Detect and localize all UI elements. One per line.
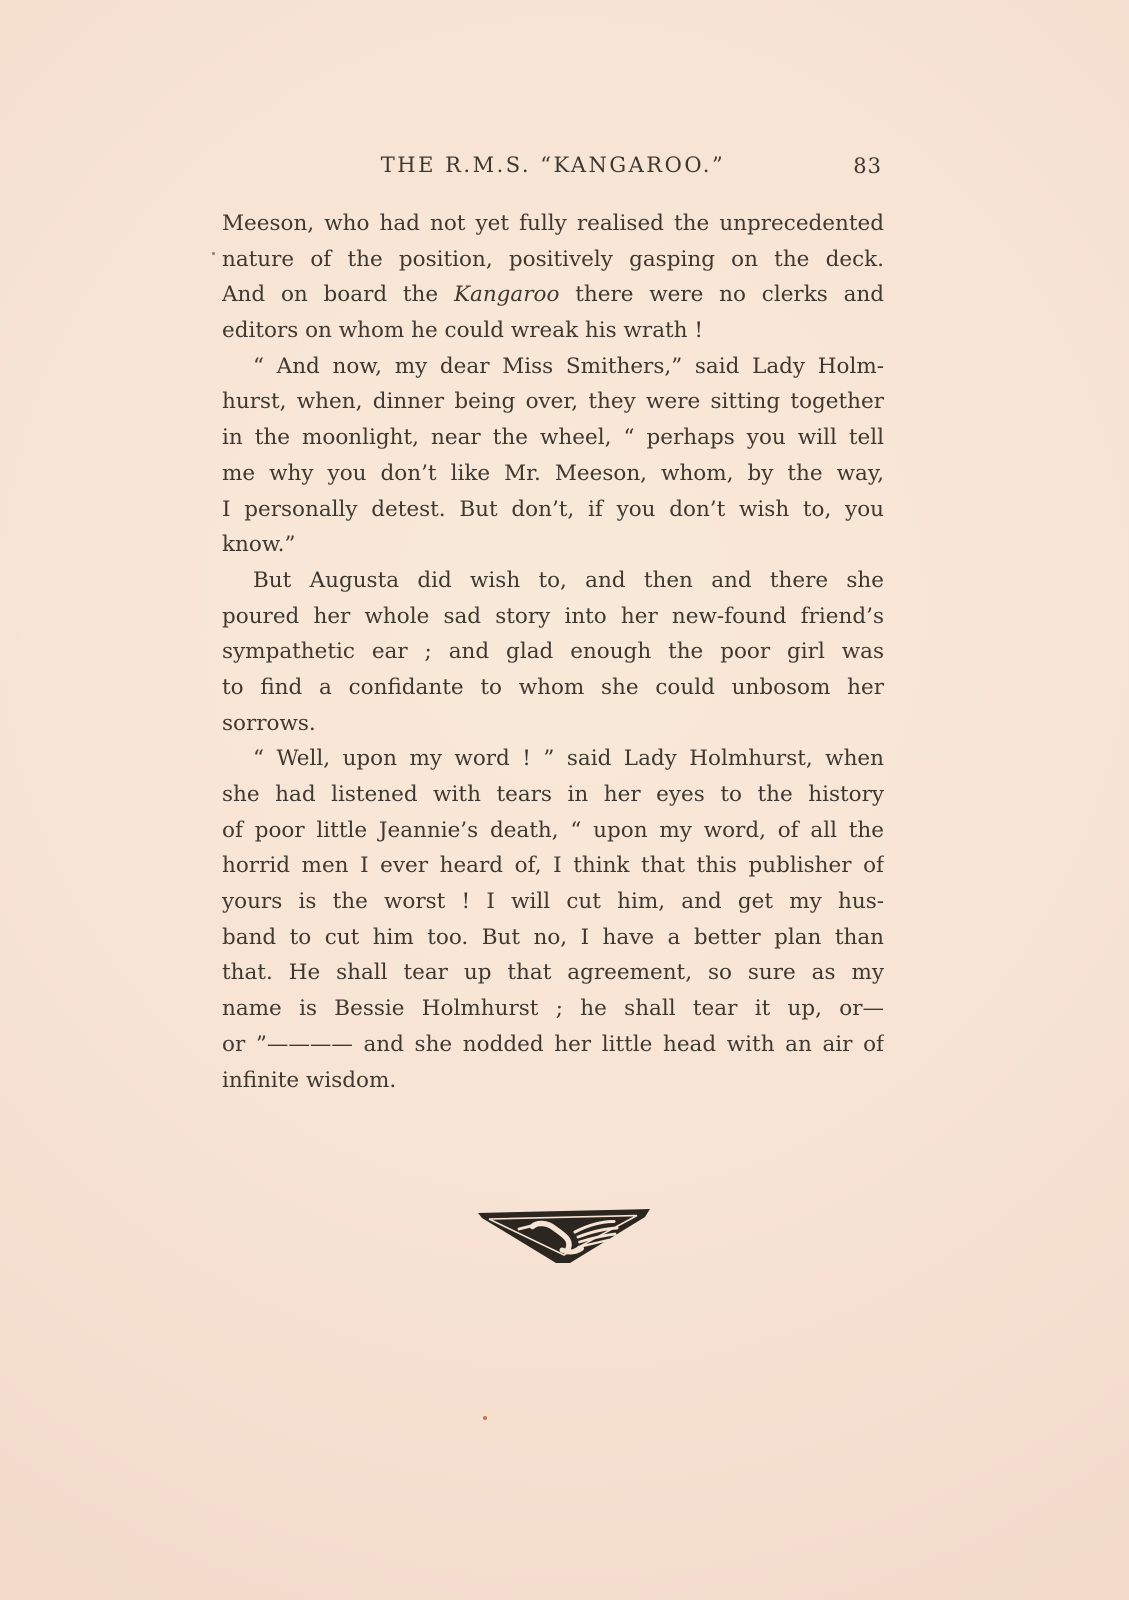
text-segment: name is Bessie Holmhurst ; he shall tear it up, or— [222,996,884,1022]
text-segment: nature of the position, positively gasping on the deck. [222,246,884,272]
text-segment: editors on whom he could wreak his wrath ! [222,318,703,344]
text-segment: “ Well, upon my word ! ” said Lady Holmhurst, when [253,746,884,772]
text-segment: she had listened with tears in her eyes to the history [222,782,884,807]
text-line [222,313,884,349]
text-segment: know.” [222,532,296,558]
text-line [222,670,884,706]
text-line [222,777,884,813]
text-segment: sorrows. [222,710,316,736]
text-segment: hurst, when, dinner being over, they were sitting together [222,389,884,415]
text-segment: But Augusta did wish to, and then and there she [253,567,884,593]
text-segment: me why you don’t like Mr. Meeson, whom, by the way, [222,460,884,486]
text-segment: And on board the [222,282,454,308]
text-line [222,884,884,920]
text-segment: there were no clerks and [559,282,884,308]
text-segment: yours is the worst ! I will cut him, and get my hus- [222,889,884,915]
text-segment: horrid men I ever heard of, I think that this publisher of [222,853,884,879]
text-segment: “ And now, my dear Miss Smithers,” said Lady Holm- [253,353,884,379]
text-segment: band to cut him too. But no, I have a better plan than [222,924,884,950]
text-line [222,599,884,635]
paper-speck [483,1416,487,1420]
text-line [222,384,884,420]
text-segment: Meeson, who had not yet fully realised the unprecedented [222,211,884,236]
italic-text: Kangaroo [453,282,560,308]
text-segment: of poor little Jeannie’s death, “ upon my word, of all the [222,817,884,843]
text-line [222,277,884,313]
text-line [222,420,884,456]
text-block [222,206,884,1098]
ink-dot [212,252,215,255]
text-line [222,456,884,492]
text-line [222,349,884,385]
text-line [222,206,884,242]
text-line [222,563,884,599]
page-number: 83 [853,154,882,178]
running-header [222,153,884,177]
text-line [222,242,884,278]
text-line [222,955,884,991]
text-segment: to find a confidante to whom she could unbosom her [222,674,884,700]
text-segment: or ”———— and she nodded her little head with an air of [222,1031,884,1057]
text-segment: poured her whole sad story into her new-found friend’s [222,603,884,629]
text-line [222,527,884,563]
text-line [222,634,884,670]
text-segment: sympathetic ear ; and glad enough the poor girl was [222,639,884,665]
text-line [222,492,884,528]
text-segment: I personally detest. But don’t, if you don’t wish to, you [222,496,884,522]
text-line [222,1063,884,1099]
running-title: THE R.M.S. “KANGAROO.” [380,153,726,177]
text-line [222,813,884,849]
swan-tailpiece-icon [478,1207,650,1263]
text-line [222,741,884,777]
text-segment: in the moonlight, near the wheel, “ perhaps you will tell [222,425,884,451]
text-line [222,706,884,742]
text-line [222,848,884,884]
text-line [222,991,884,1027]
text-segment: infinite wisdom. [222,1067,397,1093]
text-line [222,920,884,956]
text-line [222,1027,884,1063]
text-segment: that. He shall tear up that agreement, so sure as my [222,960,884,986]
